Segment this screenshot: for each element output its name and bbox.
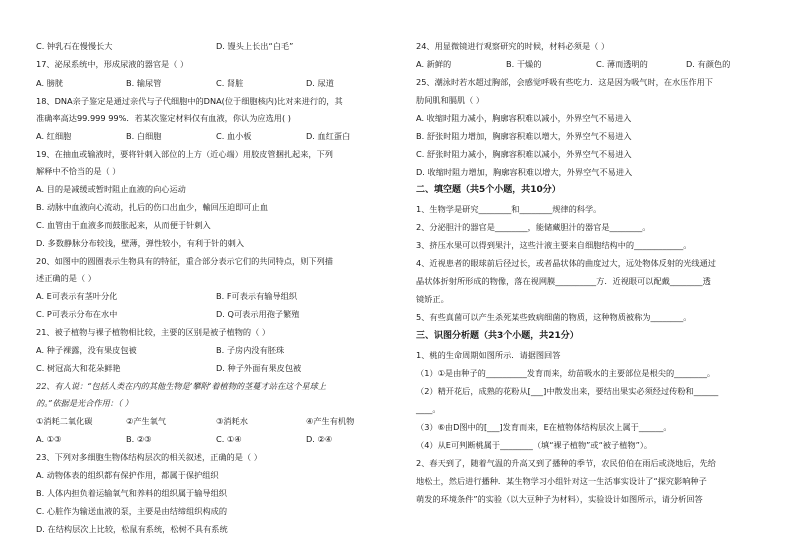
section-diagram-title: 三、识图分析题（共3个小题，共21分） [416, 331, 579, 341]
q25-stem-line-2: 肋间肌和膈肌（ ） [416, 95, 485, 105]
q19-stem-line-1: 19、在抽血或输液时，要将针刺入部位的上方（近心端）用胶皮管捆扎起来，下列 [36, 149, 333, 159]
q24-stem: 24、用显微镜进行观察研究的时候，材料必须是（ ） [416, 41, 610, 51]
q19-option-a: A. 目的是减缓或暂时阻止血液的向心运动 [36, 184, 186, 194]
q23-option-a: A. 动物体表的组织都有保护作用，都属于保护组织 [36, 470, 219, 480]
q18-stem-line-1: 18、DNA亲子鉴定是通过亲代与子代细胞中的DNA(位于细胞核内)比对来进行的，其 [36, 96, 343, 106]
q25-option-d: D. 收缩时阻力增加，胸廓容积难以增大，外界空气不易进入 [416, 167, 633, 177]
q19-option-d: D. 多数静脉分布较浅，壁薄，弹性较小，有利于针的刺入 [36, 238, 245, 248]
q21-option-b: B. 子房内没有胚珠 [216, 345, 285, 355]
fill-in-line-7: 5、有些真菌可以产生杀死某些致病细菌的物质，这种物质被称为________。 [416, 312, 692, 322]
q17-options [36, 77, 334, 89]
fill-in-line-1: 1、生物学是研究________和________规律的科学。 [416, 204, 602, 214]
q25-stem-line-1: 25、潮泳时若水超过胸部，会感觉呼吸有些吃力．这是因为吸气时，在水压作用下 [416, 77, 713, 87]
q19-option-b: B. 动脉中血液向心流动，扎后的伤口出血少，輸回压迫即可止血 [36, 202, 268, 212]
q18-option-b: B. 白细胞 [126, 131, 162, 141]
q24-option-d: D. 有颜色的 [686, 59, 731, 69]
q22-item-4: ④产生有机物 [306, 416, 355, 426]
q20-option-c: C. P可表示分布在水中 [36, 309, 118, 319]
q22-items [36, 415, 354, 427]
diagram-line-4: ____。 [416, 404, 441, 414]
diagram-line-6: （4）从E可判断桃属于________（填“裸子植物”或“被子植物”）。 [416, 440, 653, 450]
q23-option-d: D. 在结构层次上比较，松鼠有系统，松树不具有系统 [36, 524, 228, 534]
q20-option-b: B. F可表示有输导组织 [216, 291, 298, 301]
q24-option-a: A. 新鲜的 [416, 59, 452, 69]
q24-options [416, 58, 730, 70]
q25-option-a: A. 收缩时阻力减小，胸廓容积难以减小，外界空气不易进入 [416, 113, 632, 123]
diagram-line-7: 2、春天到了，随着气温的升高又到了播种的季节，农民伯伯在雨后或浇地后，先给 [416, 458, 716, 468]
fill-in-line-4: 4、近视患者的眼球前后径过长，或者晶状体的曲度过大，远处物体反射的光线通过 [416, 258, 716, 268]
q25-option-b: B. 舒张时阻力增加，胸廓容积难以增大，外界空气不易进入 [416, 131, 632, 141]
fill-in-line-2: 2、分泌胆汁的器官是________，能储藏胆汁的器官是________。 [416, 222, 651, 232]
q25-option-c: C. 舒张时阻力减小，胸廓容积难以减小，外界空气不易进入 [416, 149, 632, 159]
q22-stem-line-2: 的。”依据是光合作用：（ ） [36, 398, 133, 408]
fill-in-line-6: 镜矫正。 [416, 294, 449, 304]
q23-option-c: C. 心脏作为输送血液的泵，主要是由结缔组织构成的 [36, 506, 228, 516]
q20-options-row-1 [36, 290, 297, 302]
section-fill-in-title: 二、填空题（共5个小题，共10分） [416, 185, 561, 195]
diagram-line-8: 地松土，然后进行播种．某生物学习小组针对这一生活事实设计了“探究影响种子 [416, 476, 707, 486]
q18-option-d: D. 血红蛋白 [306, 131, 351, 141]
q21-options-row-1 [36, 344, 284, 356]
q17-option-b: B. 输尿管 [126, 78, 162, 88]
q20-option-d: D. Q可表示用孢子繁殖 [216, 309, 300, 319]
q16-options-end [36, 40, 293, 52]
q18-option-a: A. 红细胞 [36, 131, 72, 141]
q20-stem-line-2: 述正确的是（ ） [36, 273, 96, 283]
q23-stem: 23、下列对多细胞生物体结构层次的相关叙述，正确的是（ ） [36, 452, 262, 462]
q22-option-c: C. ①④ [216, 434, 242, 444]
q22-options [36, 433, 332, 445]
q20-stem-line-1: 20、如图中的圆圈表示生物具有的特征，重合部分表示它们的共同特点，则下列描 [36, 256, 333, 266]
q21-option-c: C. 树冠高大和花朵鲜艳 [36, 363, 121, 373]
q20-option-a: A. E可表示有茎叶分化 [36, 291, 118, 301]
q22-option-b: B. ②③ [126, 434, 152, 444]
q22-option-d: D. ②④ [306, 434, 333, 444]
q19-option-c: C. 血管由于血液多而鼓胀起来，从而便于针刺入 [36, 220, 211, 230]
q16-option-d: D. 馒头上长出“白毛” [216, 41, 294, 51]
fill-in-line-3: 3、挤压水果可以得到果汁，这些汁液主要来自细胞结构中的____________。 [416, 240, 692, 250]
fill-in-line-5: 晶状体折射所形成的物像，落在视网膜__________方．近视眼可以配戴________透 [416, 276, 711, 286]
diagram-line-5: （3）⑥由D图中的[___]发育而来，E在植物体结构层次上属于______。 [416, 422, 672, 432]
q17-option-a: A. 膀胱 [36, 78, 64, 88]
q18-option-c: C. 血小板 [216, 131, 252, 141]
q17-option-d: D. 尿道 [306, 78, 334, 88]
q22-item-2: ②产生氧气 [126, 416, 167, 426]
q24-option-b: B. 干燥的 [506, 59, 542, 69]
diagram-line-3: （2）精开花后，成熟的花粉从[___]中散发出来，要结出果实必须经过传粉和______ [416, 386, 719, 396]
diagram-line-9: 萌发的环境条件”的实验（以大豆种子为材料），实验设计如图所示，请分析回答 [416, 494, 703, 504]
diagram-line-2: （1）①是由种子的__________发育而来，幼苗吸水的主要部位是根尖的________。 [416, 368, 716, 378]
q17-option-c: C. 肾脏 [216, 78, 244, 88]
q19-stem-line-2: 解释中不恰当的是（ ） [36, 166, 121, 176]
q18-options [36, 130, 350, 142]
q22-stem-line-1: 22、有人说：“包括人类在内的其他生物是‘攀附’着植物的茎蔓才站在这个星球上 [36, 381, 326, 391]
q21-stem: 21、被子植物与裸子植物相比较，主要的区别是被子植物的（ ） [36, 327, 271, 337]
q18-stem-line-2: 准确率高达99.999 99%．若某次鉴定材料仅有血液，你认为应选用( ) [36, 113, 291, 123]
q20-options-row-2 [36, 308, 299, 320]
q22-option-a: A. ①③ [36, 434, 62, 444]
q16-option-c: C. 钟乳石在慢慢长大 [36, 41, 113, 51]
q22-item-3: ③消耗水 [216, 416, 248, 426]
q23-option-b: B. 人体内担负着运输氧气和养料的组织属于输导组织 [36, 488, 227, 498]
q21-option-a: A. 种子裸露，没有果皮包被 [36, 345, 137, 355]
diagram-line-1: 1、桃的生命周期如图所示．请据图回答 [416, 350, 561, 360]
q22-item-1: ①消耗二氧化碳 [36, 416, 93, 426]
q21-option-d: D. 种子外面有果皮包被 [216, 363, 302, 373]
q21-options-row-2 [36, 362, 301, 374]
q24-option-c: C. 薄而透明的 [596, 59, 648, 69]
q17-stem: 17、泌尿系统中，形成尿液的器官是（ ） [36, 59, 189, 69]
